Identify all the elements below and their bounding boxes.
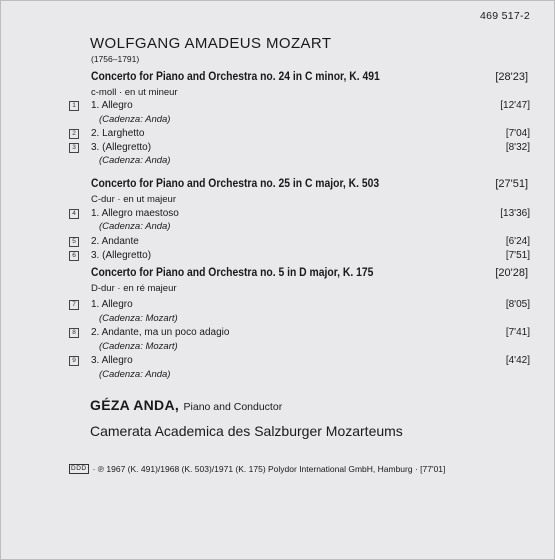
track-number: 2 [69,129,79,139]
track-row [1,100,555,114]
cadenza-note: (Cadenza: Mozart) [99,313,178,324]
track-title: 3. Allegro [91,355,133,366]
track-duration: [8'32] [505,142,530,153]
track-row [1,327,555,341]
work-key: D-dur · en ré majeur [91,283,177,294]
track-duration: [6'24] [505,236,530,247]
work-duration: [20'28] [495,267,528,279]
ddd-badge: DDD [71,465,87,472]
work-title: Concerto for Piano and Orchestra no. 5 in D major, K. 175 [91,267,374,279]
track-duration: [8'05] [505,299,530,310]
track-duration: [13'36] [500,208,530,219]
performer-line [90,397,282,415]
ensemble-name: Camerata Academica des Salzburger Mozarteums [90,423,403,439]
cadenza-note: (Cadenza: Anda) [99,114,171,125]
copyright-text: · ℗ 1967 (K. 491)/1968 (K. 503)/1971 (K. 175) Polydor International GmbH, Hamburg · [77'01] [92,464,446,474]
work-key: C-dur · en ut majeur [91,194,177,205]
track-row [1,250,555,264]
track-row [1,208,555,222]
track-number: 8 [69,328,79,338]
track-row [1,142,555,156]
work-duration: [28'23] [495,71,528,83]
track-duration: [7'41] [505,327,530,338]
work-key: c-moll · en ut mineur [91,87,178,98]
track-title: 2. Andante [91,236,139,247]
track-duration: [4'42] [505,355,530,366]
track-title: 1. Allegro [91,299,133,310]
track-title: 3. (Allegretto) [91,250,152,261]
cadenza-note: (Cadenza: Mozart) [99,341,178,352]
copyright-footer [69,464,445,474]
track-duration: [7'51] [505,250,530,261]
track-number: 3 [69,143,79,153]
performer-name: GÉZA ANDA, [90,397,180,413]
track-title: 3. (Allegretto) [91,142,152,153]
track-duration: [12'47] [500,100,530,111]
performer-role: Piano and Conductor [183,401,283,413]
cadenza-note: (Cadenza: Anda) [99,369,171,380]
catalog-number: 469 517-2 [480,10,530,22]
track-row [1,299,555,313]
track-number: 6 [69,251,79,261]
track-title: 2. Andante, ma un poco adagio [91,327,230,338]
track-title: 1. Allegro maestoso [91,208,179,219]
track-row [1,128,555,142]
track-title: 1. Allegro [91,100,133,111]
track-row [1,355,555,369]
track-row [1,236,555,250]
track-number: 7 [69,300,79,310]
track-title: 2. Larghetto [91,128,145,139]
track-number: 1 [69,101,79,111]
work-duration: [27'51] [495,178,528,190]
cadenza-note: (Cadenza: Anda) [99,155,171,166]
work-title: Concerto for Piano and Orchestra no. 25 in C major, K. 503 [91,178,380,190]
track-number: 4 [69,209,79,219]
work-title: Concerto for Piano and Orchestra no. 24 in C minor, K. 491 [91,71,380,83]
track-duration: [7'04] [505,128,530,139]
track-number: 5 [69,237,79,247]
cadenza-note: (Cadenza: Anda) [99,221,171,232]
track-number: 9 [69,356,79,366]
composer-dates: (1756–1791) [91,54,140,64]
composer-name: WOLFGANG AMADEUS MOZART [90,35,332,52]
